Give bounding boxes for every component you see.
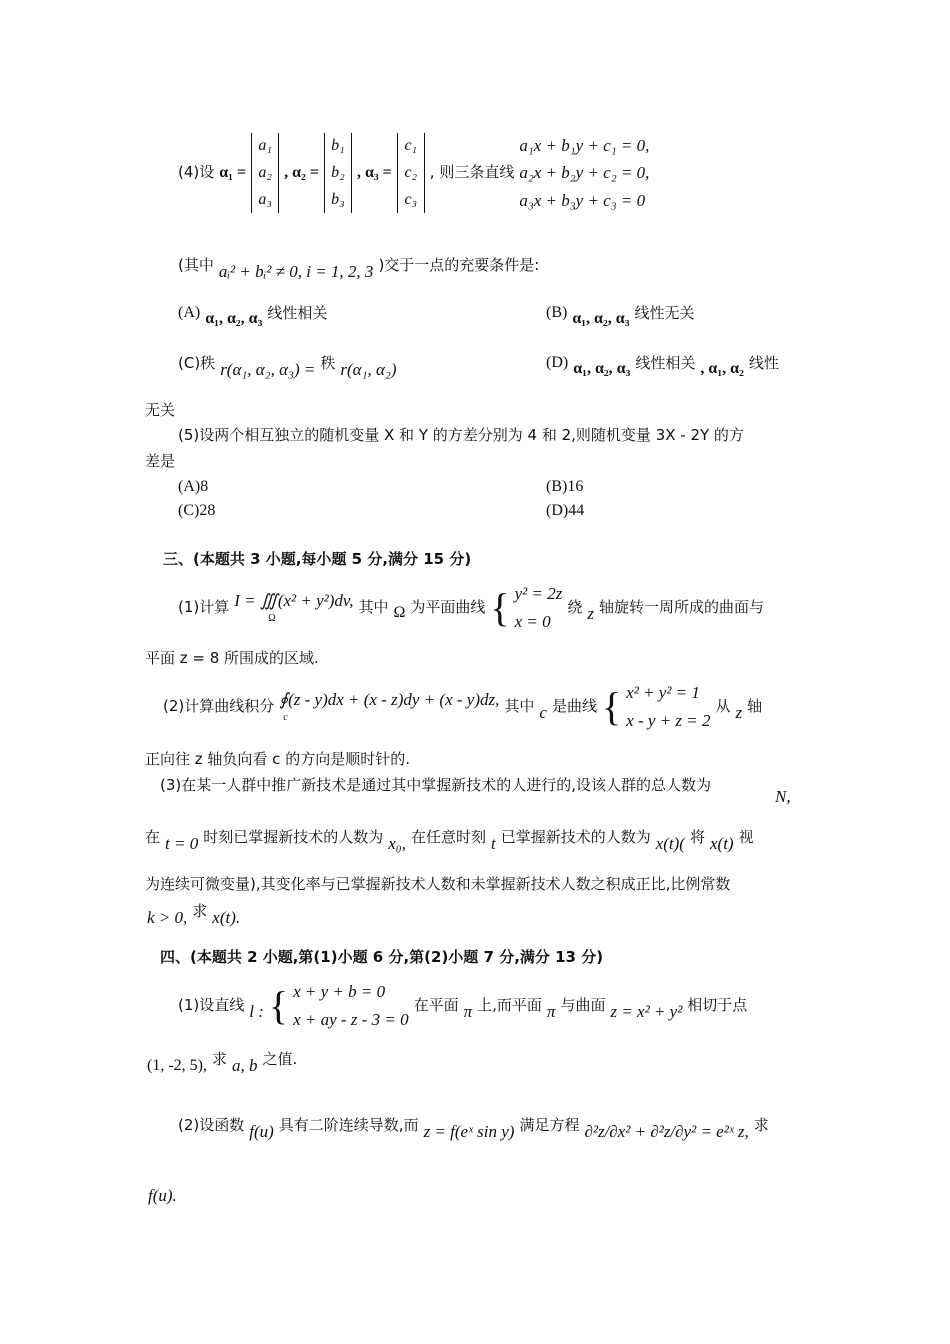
s3-p1-e: 轴旋转一周所成的曲面与 — [598, 597, 764, 616]
option-d-math: α₁, α₂, α₃ — [573, 360, 631, 377]
matrix-cell: a₂ — [258, 163, 272, 181]
s3-p2-integral-sub: c — [283, 711, 288, 723]
matrix-cell: c₃ — [404, 190, 418, 208]
s3-p2-line2-row — [145, 751, 410, 768]
vector-alpha3 — [397, 133, 425, 213]
q5-line1: (5)设两个相互独立的随机变量 X 和 Y 的方差分别为 4 和 2,则随机变量 3X - 2Y 的方 — [178, 426, 744, 444]
q4-intro: (4)设 — [178, 163, 215, 182]
s3-p3-xt3: x(t). — [212, 908, 241, 927]
brace: { — [490, 584, 510, 630]
alpha3-label: , α₃ = — [356, 163, 392, 181]
s3-p1-b: 其中 — [358, 597, 389, 616]
q4-cond-post: )交于一点的充要条件是: — [378, 256, 540, 275]
s4-p2-last: f(u). — [148, 1186, 177, 1205]
s4-p1-line2 — [147, 1050, 298, 1075]
matrix-cell: b₃ — [331, 190, 345, 208]
s3-p1-omega: Ω — [393, 604, 406, 622]
s4-p2-last-row — [148, 1186, 177, 1206]
matrix-cell: a₁ — [258, 137, 272, 155]
s4-p2-a: (2)设函数 — [178, 1116, 245, 1135]
s3-p3-line4 — [147, 902, 241, 927]
option-a — [178, 303, 328, 327]
s3-p3-l2f: 视 — [738, 828, 754, 847]
section-3-heading-row — [163, 551, 471, 568]
s3-p2-line2: 正向往 z 轴负向看 c 的方向是顺时针的. — [145, 750, 410, 768]
q5-option-d: (D)44 — [546, 502, 585, 519]
s4-p1-line — [178, 982, 747, 1029]
s3-p3-line1: (3)在某一人群中推广新技术是通过其中掌握新技术的人进行的,设该人群的总人数为 — [160, 776, 712, 794]
s3-p3-line2 — [145, 828, 754, 853]
q5-line1-row — [178, 427, 744, 444]
s3-p3-line1-row — [160, 777, 711, 794]
s4-p1-b: 在平面 — [413, 995, 459, 1014]
s4-p1-pi: π — [463, 1001, 473, 1021]
matrix-cell: c₂ — [404, 163, 418, 181]
option-b-label: (B) — [546, 304, 568, 321]
line-eq-2: a₂x + b₂y + c₂ = 0, — [519, 163, 650, 183]
q5-option-b: (B)16 — [546, 478, 584, 495]
s4-p1-c: 上,而平面 — [477, 995, 542, 1014]
s4-p2-c: 满足方程 — [519, 1116, 580, 1135]
s4-p1-point: (1, -2, 5), — [147, 1056, 207, 1074]
s3-p1-a: (1)计算 — [178, 597, 230, 616]
vector-alpha2 — [324, 133, 352, 213]
s4-p1-a: (1)设直线 — [178, 995, 245, 1014]
s3-p2-b: 其中 — [504, 696, 535, 715]
vector-alpha1 — [251, 133, 279, 213]
s3-p1-c: 为平面曲线 — [410, 597, 486, 616]
s3-p2-sys-2: x - y + z = 2 — [626, 710, 711, 730]
q4-cond-math: aᵢ² + bᵢ² ≠ 0, i = 1, 2, 3 — [218, 262, 374, 281]
s3-p3-line3-row — [145, 876, 730, 893]
s4-p1-l: l : — [249, 1001, 264, 1021]
s4-p1-f: 之值. — [262, 1050, 298, 1069]
s3-p1-line — [178, 584, 764, 631]
s3-p1-integral-sub: Ω — [268, 612, 276, 624]
s4-p2-fu: f(u) — [249, 1122, 274, 1141]
option-b-math: α₁, α₂, α₃ — [572, 310, 630, 327]
s4-p1-ab: a, b — [232, 1056, 258, 1075]
s3-p1-system — [515, 584, 563, 631]
option-c — [178, 354, 397, 379]
s3-p2-a: (2)计算曲线积分 — [163, 696, 275, 715]
q5-option-c-row — [178, 502, 215, 520]
matrix-cell: b₂ — [331, 163, 345, 181]
option-a-text: 线性相关 — [267, 303, 328, 322]
s3-p2-c: 是曲线 — [551, 696, 597, 715]
s4-p2-equation: ∂²z/∂x² + ∂²z/∂y² = e²ˣ z, — [584, 1122, 749, 1141]
s3-p1-sys-1: y² = 2z — [514, 584, 563, 603]
q5-line2-row — [145, 453, 175, 470]
q5-line2: 差是 — [145, 452, 176, 470]
s3-p2-d: 从 — [715, 696, 731, 715]
s3-p3-xt: x(t)( — [655, 834, 685, 853]
option-a-math: α₁, α₂, α₃ — [205, 310, 263, 327]
line-eq-1: a₁x + b₁y + c₁ = 0, — [519, 135, 650, 155]
s4-p1-surface: z = x² + y² — [610, 1001, 683, 1021]
q4-cond-pre: (其中 — [178, 256, 214, 275]
option-c-text: 秩 — [320, 354, 336, 373]
section-4-heading-row — [160, 949, 603, 966]
s3-p3-l2c: 在任意时刻 — [410, 828, 486, 847]
s3-p2-z: z — [735, 702, 743, 722]
s3-p3-t: t — [490, 834, 496, 853]
s3-p3-l2e: 将 — [689, 828, 705, 847]
option-c-label: (C)秩 — [178, 354, 216, 373]
option-d — [546, 353, 779, 377]
s3-p1-line2-row — [145, 650, 319, 667]
s4-p2-ask: 求 — [753, 1116, 769, 1135]
section-4-heading: 四、(本题共 2 小题,第(1)小题 6 分,第(2)小题 7 分,满分 13 分) — [160, 948, 604, 966]
matrix-cell: a₃ — [258, 190, 272, 208]
q5-option-b-row — [546, 478, 583, 496]
s3-p3-l2a: 在 — [145, 828, 161, 847]
q5-option-d-row — [546, 502, 584, 520]
option-d-text: 线性相关 — [635, 353, 696, 372]
s3-p3-x0: x₀, — [388, 834, 406, 853]
s4-p1-e: 相切于点 — [687, 995, 748, 1014]
s3-p1-line2: 平面 z = 8 所围成的区域. — [145, 649, 319, 667]
s4-p2-b: 具有二阶连续导数,而 — [278, 1116, 419, 1135]
option-d-label: (D) — [546, 354, 569, 371]
s3-p3-l2d: 已掌握新技术的人数为 — [500, 828, 651, 847]
matrix-cell: c₁ — [404, 137, 418, 155]
option-b — [546, 303, 695, 327]
q4-condition-line — [178, 256, 540, 281]
s3-p3-line3: 为连续可微变量),其变化率与已掌握新技术人数和未掌握新技术人数之积成正比,比例常数 — [145, 875, 731, 893]
s4-p1-system — [293, 982, 408, 1029]
alpha1-label: α₁ = — [219, 163, 247, 181]
s4-p2-line — [178, 1116, 769, 1141]
brace: { — [601, 683, 622, 729]
option-d-math2: , α₁, α₂ — [700, 360, 744, 377]
s3-p2-integral: ∮(z - y)dx + (x - z)dy + (x - y)dz, — [279, 690, 500, 710]
option-d-text2: 线性 — [748, 353, 779, 372]
s3-p3-t0: t = 0 — [165, 834, 199, 853]
s4-p1-d: 与曲面 — [560, 995, 606, 1014]
s3-p2-system — [626, 683, 710, 730]
option-c-math2: r(α₁, α₂) — [340, 360, 397, 379]
s4-p1-pi2: π — [546, 1001, 556, 1021]
s3-p2-c-var: c — [539, 702, 547, 722]
option-d-wrap: 无关 — [145, 401, 176, 419]
q4-then: , 则三条直线 — [429, 163, 515, 182]
section-3-heading: 三、(本题共 3 小题,每小题 5 分,满分 15 分) — [163, 550, 472, 568]
q5-option-a-row — [178, 478, 208, 496]
s4-p2-z: z = f(eˣ sin y) — [423, 1122, 515, 1141]
s3-p1-z: z — [587, 603, 594, 623]
s3-p2-e: 轴 — [747, 696, 763, 715]
s3-p2-sys-1: x² + y² = 1 — [626, 683, 700, 702]
option-a-label: (A) — [178, 304, 201, 321]
s4-p1-sys-1: x + y + b = 0 — [293, 982, 386, 1001]
s3-p1-integral: I = ∭(x² + y²)dv, — [234, 591, 354, 611]
s3-p3-N-row — [775, 787, 791, 807]
s3-p3-N: N, — [775, 787, 791, 806]
line-equations — [519, 136, 649, 211]
s3-p2-line — [163, 683, 762, 730]
s4-p1-sys-2: x + ay - z - 3 = 0 — [293, 1009, 409, 1029]
q4-line — [178, 133, 649, 213]
option-b-text: 线性无关 — [634, 303, 695, 322]
matrix-cell: b₁ — [331, 137, 345, 155]
s3-p3-k: k > 0, — [147, 908, 188, 927]
s3-p1-integral-group — [234, 591, 353, 624]
option-c-math: r(α₁, α₂, α₃) = — [220, 360, 316, 379]
s3-p1-sys-2: x = 0 — [514, 611, 551, 631]
s3-p3-xt2: x(t) — [710, 834, 734, 853]
s3-p3-l2b: 时刻已掌握新技术的人数为 — [203, 828, 384, 847]
line-eq-3: a₃x + b₃y + c₃ = 0 — [519, 190, 646, 210]
s3-p1-d: 绕 — [567, 597, 583, 616]
s3-p3-ask: 求 — [192, 902, 208, 921]
option-d-wrap-line — [145, 402, 175, 419]
alpha2-label: , α₂ = — [284, 163, 319, 181]
s4-p1-ask: 求 — [211, 1050, 227, 1069]
q5-option-a: (A)8 — [178, 478, 209, 495]
brace: { — [268, 982, 289, 1028]
s3-p2-integral-group — [279, 690, 499, 723]
q5-option-c: (C)28 — [178, 502, 216, 519]
